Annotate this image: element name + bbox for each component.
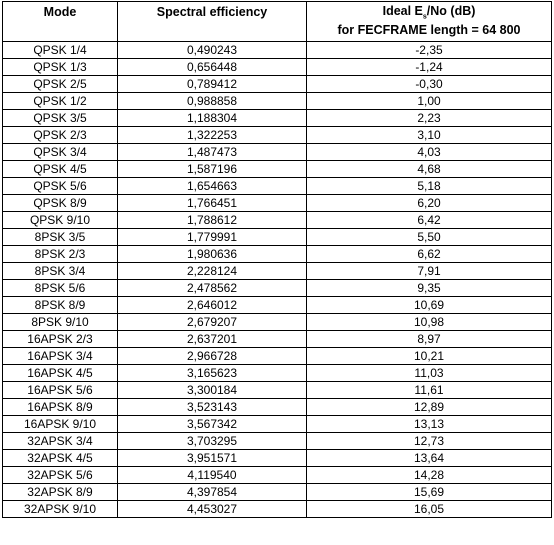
table-row [3,144,552,161]
mode-cell: 16APSK 3/4 [3,348,118,365]
mode-cell: 16APSK 4/5 [3,365,118,382]
ideal-esno-cell: 2,23 [307,110,552,127]
ideal-esno-cell: 10,69 [307,297,552,314]
ideal-esno-cell: 1,00 [307,93,552,110]
spectral-efficiency-cell: 3,523143 [118,399,307,416]
spectral-efficiency-cell: 1,322253 [118,127,307,144]
mode-cell: QPSK 5/6 [3,178,118,195]
spectral-efficiency-cell: 4,119540 [118,467,307,484]
spectral-efficiency-cell: 2,679207 [118,314,307,331]
table-row [3,93,552,110]
spectral-efficiency-cell: 2,228124 [118,263,307,280]
spectral-efficiency-cell: 4,397854 [118,484,307,501]
header-ideal-suffix: /No (dB) [426,4,476,18]
table-row [3,178,552,195]
mode-cell: QPSK 8/9 [3,195,118,212]
mode-cell: QPSK 4/5 [3,161,118,178]
ideal-esno-cell: 12,89 [307,399,552,416]
ideal-esno-cell: 15,69 [307,484,552,501]
spectral-efficiency-cell: 3,300184 [118,382,307,399]
table-row [3,110,552,127]
spectral-efficiency-cell: 1,188304 [118,110,307,127]
spectral-efficiency-cell: 3,951571 [118,450,307,467]
mode-cell: 8PSK 2/3 [3,246,118,263]
spectral-efficiency-cell: 2,646012 [118,297,307,314]
table-row [3,76,552,93]
header-ideal-subscript: s [422,13,427,21]
table-header-row [3,2,552,42]
ideal-esno-cell: 6,62 [307,246,552,263]
mode-cell: QPSK 1/4 [3,42,118,59]
mode-cell: 16APSK 2/3 [3,331,118,348]
spectral-efficiency-cell: 2,478562 [118,280,307,297]
header-ideal-esno [307,2,552,42]
ideal-esno-cell: 5,18 [307,178,552,195]
mode-cell: 32APSK 8/9 [3,484,118,501]
table-row [3,212,552,229]
spectral-efficiency-cell: 1,587196 [118,161,307,178]
spectral-efficiency-cell: 0,490243 [118,42,307,59]
table-row [3,416,552,433]
mode-cell: QPSK 1/2 [3,93,118,110]
ideal-esno-cell: 13,64 [307,450,552,467]
ideal-esno-cell: -0,30 [307,76,552,93]
mode-cell: 8PSK 5/6 [3,280,118,297]
mode-cell: QPSK 3/5 [3,110,118,127]
table-body [3,42,552,518]
table-row [3,195,552,212]
ideal-esno-cell: 12,73 [307,433,552,450]
header-ideal-line2: for FECFRAME length = 64 800 [337,23,521,37]
spectral-efficiency-cell: 1,980636 [118,246,307,263]
mode-cell: QPSK 2/5 [3,76,118,93]
spectral-efficiency-cell: 0,988858 [118,93,307,110]
ideal-esno-cell: 11,61 [307,382,552,399]
spectral-efficiency-cell: 1,779991 [118,229,307,246]
spectral-efficiency-cell: 2,966728 [118,348,307,365]
table-row [3,382,552,399]
ideal-esno-cell: 7,91 [307,263,552,280]
header-spectral-efficiency: Spectral efficiency [118,2,307,42]
header-ideal-prefix: Ideal E [382,4,423,18]
mode-cell: 32APSK 5/6 [3,467,118,484]
table-row [3,467,552,484]
ideal-esno-cell: 5,50 [307,229,552,246]
mode-cell: 16APSK 9/10 [3,416,118,433]
mode-cell: 8PSK 8/9 [3,297,118,314]
spectral-efficiency-cell: 1,766451 [118,195,307,212]
spectral-efficiency-cell: 3,165623 [118,365,307,382]
table-row [3,433,552,450]
mode-cell: 16APSK 8/9 [3,399,118,416]
ideal-esno-cell: 11,03 [307,365,552,382]
table-row [3,59,552,76]
mode-cell: QPSK 3/4 [3,144,118,161]
mode-cell: 8PSK 3/5 [3,229,118,246]
spectral-efficiency-cell: 1,788612 [118,212,307,229]
table-row [3,280,552,297]
table-row [3,450,552,467]
spectral-efficiency-cell: 2,637201 [118,331,307,348]
ideal-esno-cell: 8,97 [307,331,552,348]
spectral-efficiency-cell: 3,703295 [118,433,307,450]
table-row [3,229,552,246]
ideal-esno-cell: 14,28 [307,467,552,484]
ideal-esno-cell: 6,20 [307,195,552,212]
mode-cell: QPSK 9/10 [3,212,118,229]
ideal-esno-cell: 16,05 [307,501,552,518]
ideal-esno-cell: 4,03 [307,144,552,161]
table-row [3,297,552,314]
ideal-esno-cell: 13,13 [307,416,552,433]
spectral-efficiency-cell: 1,654663 [118,178,307,195]
ideal-esno-cell: 4,68 [307,161,552,178]
table-row [3,127,552,144]
mode-cell: 16APSK 5/6 [3,382,118,399]
ideal-esno-cell: 9,35 [307,280,552,297]
mode-cell: QPSK 1/3 [3,59,118,76]
ideal-esno-cell: 3,10 [307,127,552,144]
table-row [3,501,552,518]
spectral-efficiency-cell: 0,656448 [118,59,307,76]
mode-cell: 32APSK 3/4 [3,433,118,450]
ideal-esno-cell: 10,21 [307,348,552,365]
table-row [3,263,552,280]
table-row [3,161,552,178]
mode-cell: 8PSK 9/10 [3,314,118,331]
table-row [3,246,552,263]
table-row [3,42,552,59]
ideal-esno-cell: 10,98 [307,314,552,331]
table-row [3,331,552,348]
spectral-efficiency-cell: 0,789412 [118,76,307,93]
spectral-efficiency-table [2,1,552,518]
mode-cell: 32APSK 4/5 [3,450,118,467]
table-row [3,399,552,416]
table-row [3,365,552,382]
ideal-esno-cell: -2,35 [307,42,552,59]
mode-cell: 8PSK 3/4 [3,263,118,280]
spectral-efficiency-cell: 4,453027 [118,501,307,518]
mode-cell: QPSK 2/3 [3,127,118,144]
mode-cell: 32APSK 9/10 [3,501,118,518]
table-row [3,484,552,501]
spectral-efficiency-cell: 3,567342 [118,416,307,433]
spectral-efficiency-cell: 1,487473 [118,144,307,161]
ideal-esno-cell: 6,42 [307,212,552,229]
ideal-esno-cell: -1,24 [307,59,552,76]
table-row [3,348,552,365]
header-mode: Mode [3,2,118,42]
table-row [3,314,552,331]
